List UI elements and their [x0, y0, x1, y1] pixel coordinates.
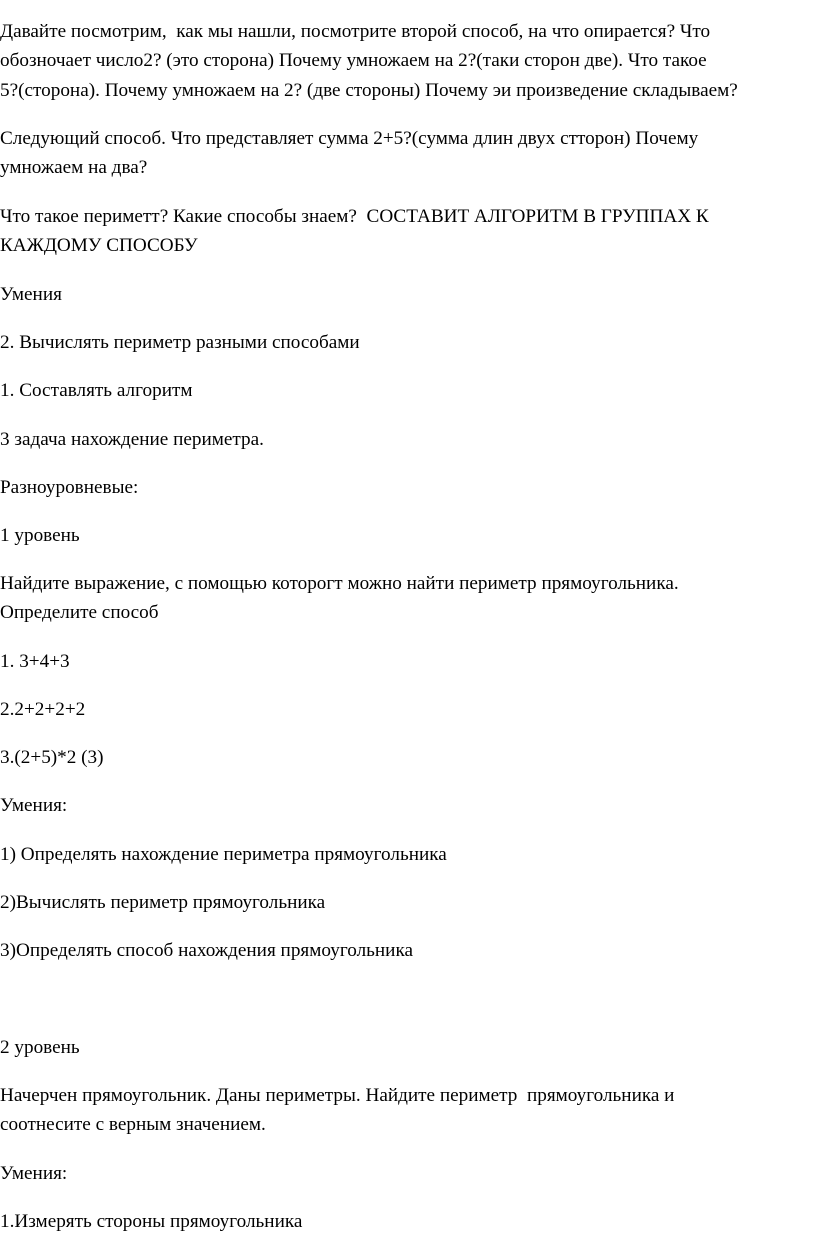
- level-2-skill-1: 1.Измерять стороны прямоугольника: [0, 1211, 303, 1232]
- level-2-task-line-2: соотнесите с верным значением.: [0, 1114, 266, 1135]
- expression-option-2: 2.2+2+2+2: [0, 699, 86, 720]
- task-3: 3 задача нахождение периметра.: [0, 429, 264, 450]
- level-2-task-line-1: Начерчен прямоугольник. Даны периметры. Найдите периметр прямоугольника и: [0, 1085, 675, 1106]
- level-1-heading: 1 уровень: [0, 525, 80, 546]
- level-2-heading: 2 уровень: [0, 1037, 80, 1058]
- perimeter-question-line-1: Что такое периметт? Какие способы знаем? СОСТАВИТ АЛГОРИТМ В ГРУППАХ К: [0, 206, 709, 227]
- next-method-line-1: Следующий способ. Что представляет сумма 2+5?(сумма длин двух стторон) Почему: [0, 128, 699, 149]
- expression-option-1: 1. 3+4+3: [0, 651, 70, 672]
- skills-heading: Умения: [0, 284, 62, 305]
- perimeter-question-line-2: КАЖДОМУ СПОСОБУ: [0, 235, 198, 256]
- level-1-task-line-1: Найдите выражение, с помощью которогт можно найти периметр прямоугольника.: [0, 573, 679, 594]
- multilevel-heading: Разноуровневые:: [0, 477, 139, 498]
- level-2-skills-heading: Умения:: [0, 1163, 68, 1184]
- expression-option-3: 3.(2+5)*2 (3): [0, 747, 104, 768]
- level-1-skill-3: 3)Определять способ нахождения прямоугольника: [0, 940, 413, 961]
- level-1-skill-1: 1) Определять нахождение периметра прямоугольника: [0, 844, 447, 865]
- intro-line-1: Давайте посмотрим, как мы нашли, посмотрите второй способ, на что опирается? Что: [0, 21, 711, 42]
- level-1-skills-heading: Умения:: [0, 795, 68, 816]
- level-1-task-line-2: Определите способ: [0, 602, 159, 623]
- skill-item-2: 2. Вычислять периметр разными способами: [0, 332, 360, 353]
- level-1-skill-2: 2)Вычислять периметр прямоугольника: [0, 892, 326, 913]
- intro-line-2: обозночает число2? (это сторона) Почему умножаем на 2?(таки сторон две). Что такое: [0, 50, 707, 71]
- skill-item-1: 1. Составлять алгоритм: [0, 380, 193, 401]
- next-method-line-2: умножаем на два?: [0, 157, 148, 178]
- intro-line-3: 5?(сторона). Почему умножаем на 2? (две стороны) Почему эи произведение складываем?: [0, 80, 738, 101]
